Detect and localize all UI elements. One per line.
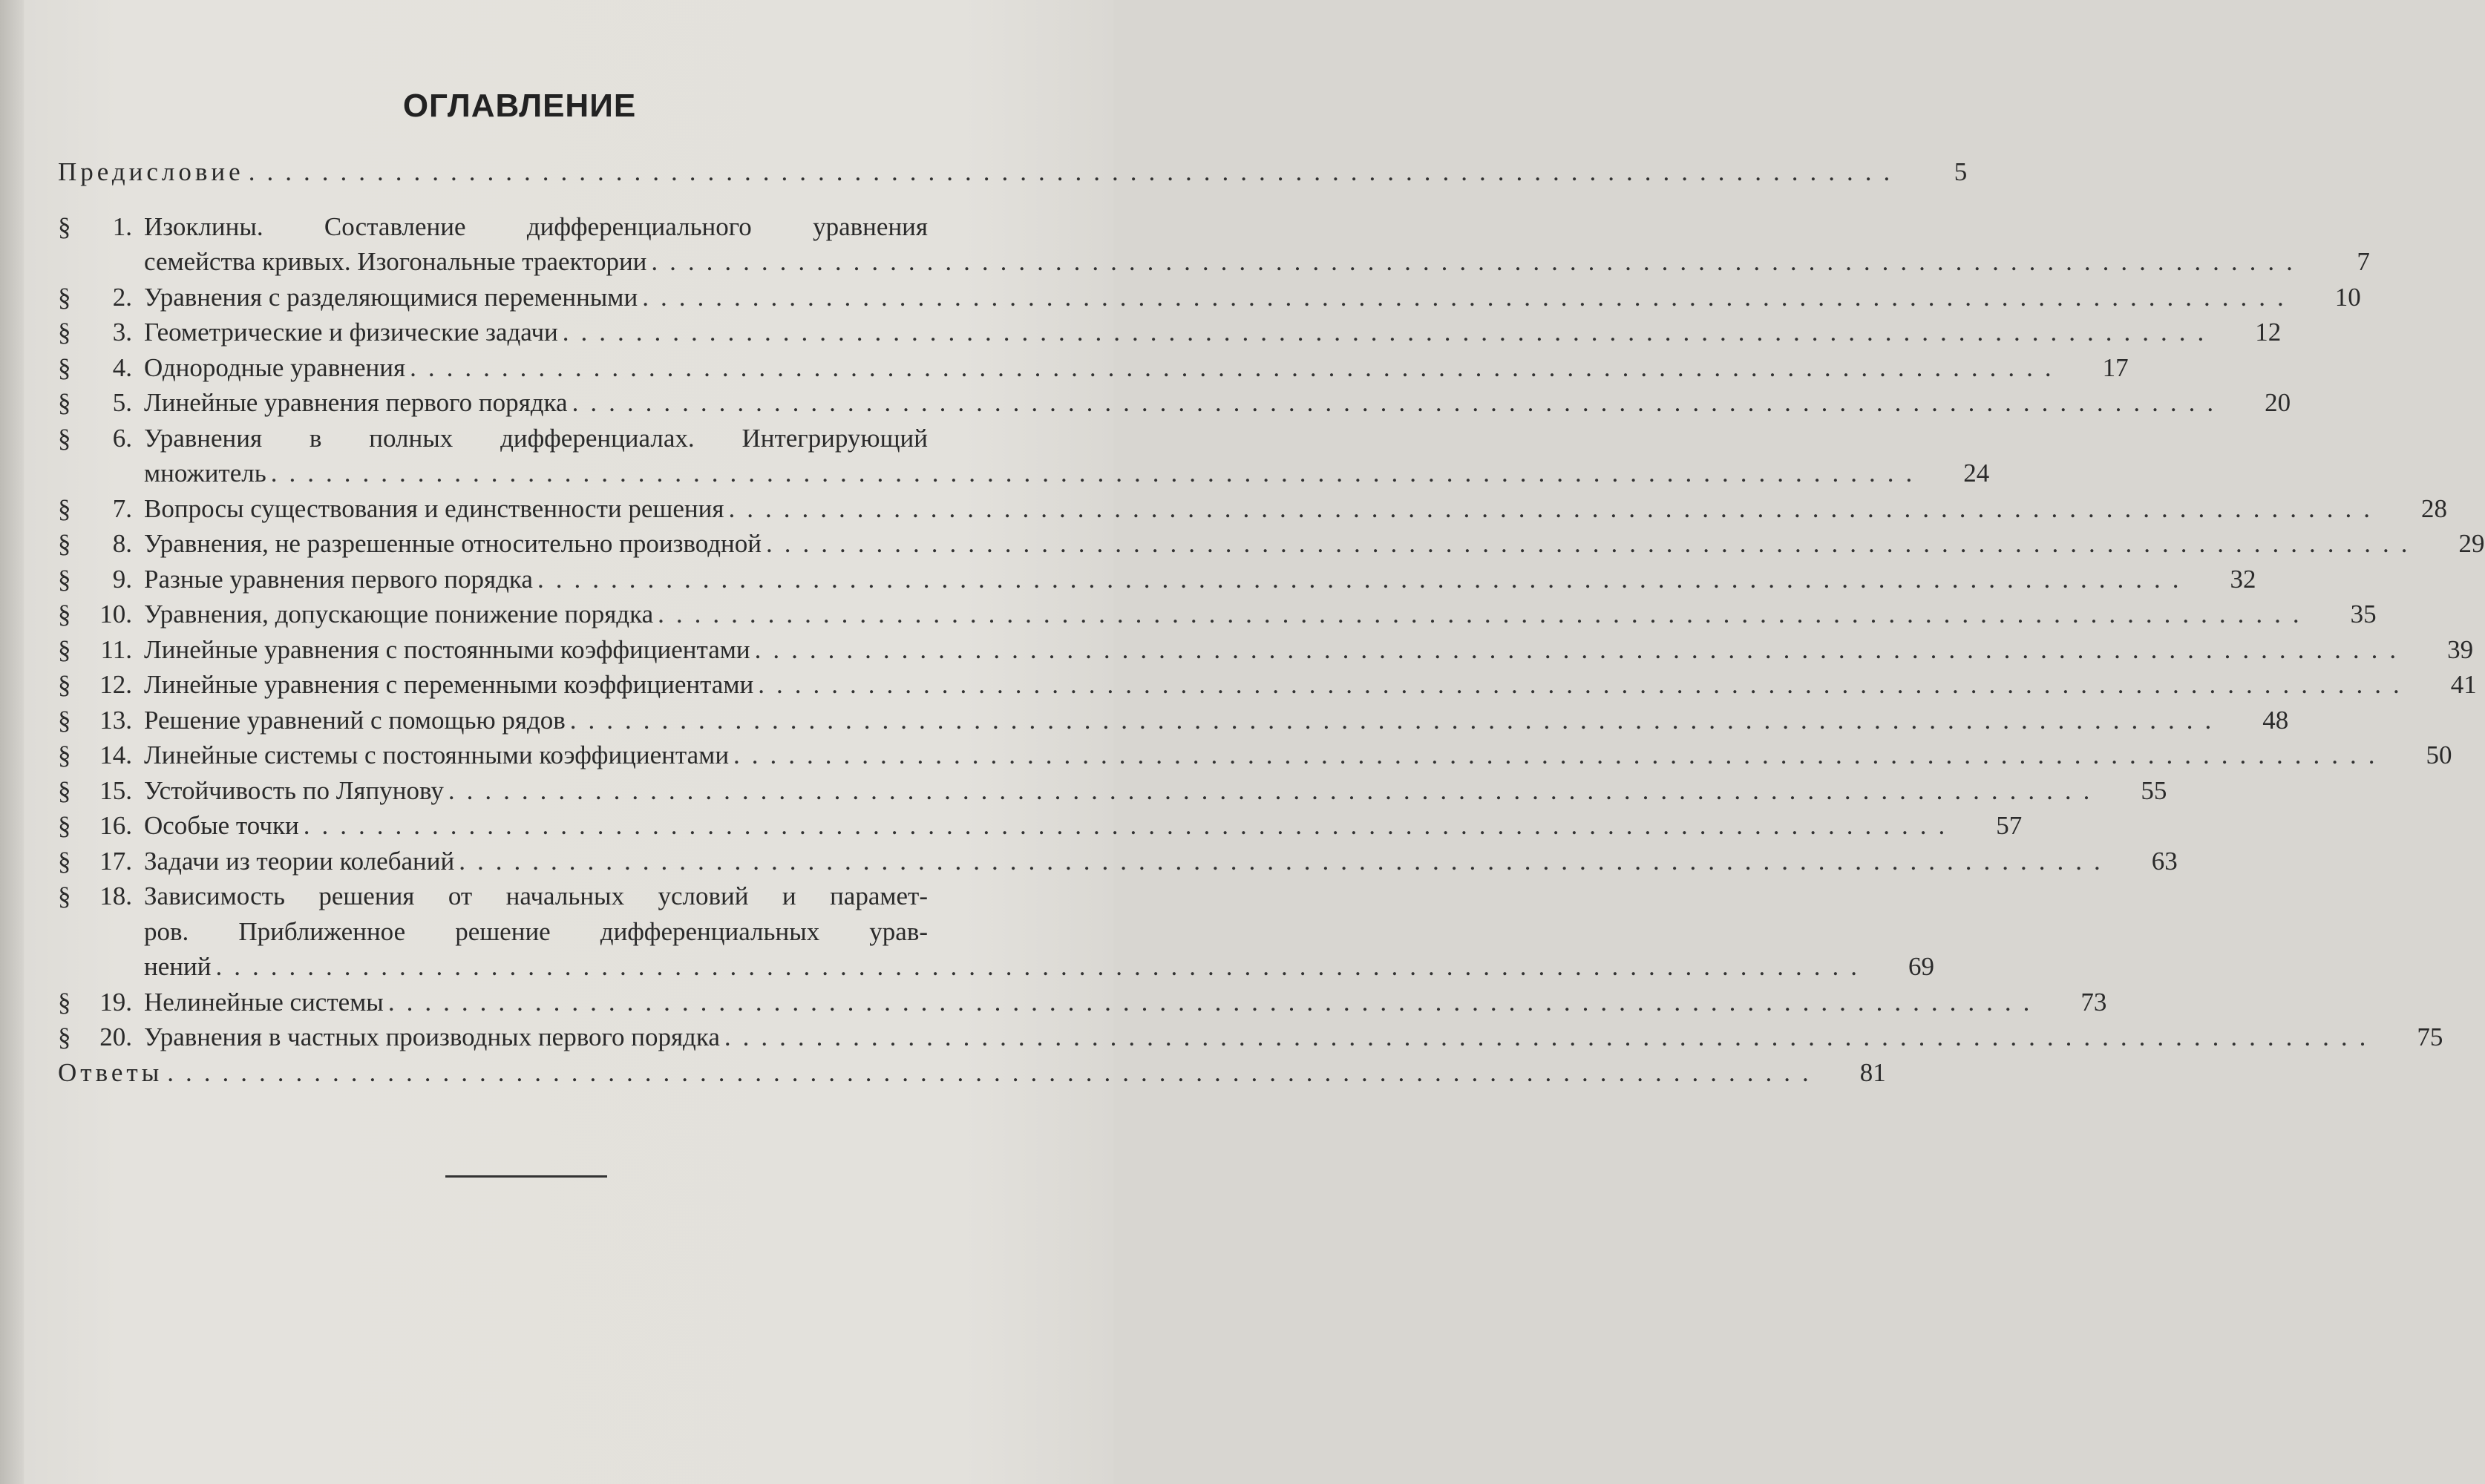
section-title-text: нений bbox=[144, 952, 212, 981]
section-index: 15. bbox=[99, 775, 132, 805]
dot-leader: .......................................................................................... bbox=[651, 247, 2305, 276]
section-index: 14. bbox=[99, 741, 132, 769]
toc-page-number: 55 bbox=[2141, 775, 2167, 805]
toc-entry-section[interactable] bbox=[58, 703, 2289, 738]
section-title-text: Задачи из теории колебаний bbox=[144, 846, 455, 876]
dot-leader: .......................................................................................... bbox=[766, 529, 2420, 558]
toc-entry-section[interactable] bbox=[58, 562, 2256, 597]
section-index: 3. bbox=[112, 318, 132, 347]
toc-page-number: 63 bbox=[2151, 846, 2178, 876]
dot-leader: .......................................................................................... bbox=[724, 1022, 2378, 1051]
toc-entry-label: Ответы bbox=[58, 1057, 163, 1087]
toc-entry-section[interactable] bbox=[58, 773, 2167, 809]
section-number bbox=[58, 985, 136, 1020]
section-title-last-line bbox=[144, 773, 2167, 809]
section-title-block bbox=[136, 879, 1934, 985]
section-number bbox=[58, 808, 136, 844]
dot-leader: .......................................................................................... bbox=[758, 670, 2412, 699]
section-title-block bbox=[136, 703, 2288, 738]
section-title-block bbox=[136, 280, 2361, 315]
section-symbol: § bbox=[58, 670, 71, 699]
dot-leader: .......................................................................................... bbox=[572, 388, 2226, 417]
section-symbol: § bbox=[58, 493, 71, 523]
toc-entry-section[interactable] bbox=[58, 985, 2107, 1020]
section-title-last-line bbox=[144, 667, 2477, 703]
section-index: 2. bbox=[112, 282, 132, 312]
toc-page-number: 12 bbox=[2255, 318, 2282, 347]
section-title-last-line bbox=[144, 491, 2447, 527]
section-index: 9. bbox=[112, 564, 132, 594]
section-symbol: § bbox=[58, 423, 71, 453]
dot-leader: .......................................................................................... bbox=[448, 775, 2102, 805]
dot-leader: .......................................................................................... bbox=[728, 493, 2382, 523]
section-index: 16. bbox=[99, 811, 132, 840]
section-title-block bbox=[136, 421, 1989, 491]
section-number bbox=[58, 385, 136, 421]
table-of-contents bbox=[58, 154, 2485, 1090]
section-number bbox=[58, 1020, 136, 1055]
section-title-last-line bbox=[144, 526, 2485, 562]
toc-entry-label: Предисловие bbox=[58, 157, 244, 186]
section-title-last-line bbox=[144, 315, 2281, 350]
toc-entry-section[interactable] bbox=[58, 738, 2452, 773]
section-index: 8. bbox=[112, 529, 132, 558]
section-title-last-line bbox=[144, 949, 1934, 985]
section-title-text: Линейные уравнения с переменными коэффициентами bbox=[144, 670, 754, 699]
section-number bbox=[58, 632, 136, 668]
section-title-block bbox=[136, 315, 2281, 350]
toc-page-number: 7 bbox=[2357, 247, 2370, 276]
section-title-line: ров. Приближенное решение дифференциальных урав- bbox=[144, 916, 928, 946]
section-title-last-line bbox=[144, 703, 2288, 738]
section-title-text: Линейные уравнения с постоянными коэффициентами bbox=[144, 634, 750, 664]
toc-page-number: 81 bbox=[1859, 1057, 1886, 1087]
dot-leader: .......................................................................................... bbox=[167, 1057, 1821, 1087]
section-title-text: Вопросы существования и единственности решения bbox=[144, 493, 724, 523]
section-title-text: Линейные системы с постоянными коэффициентами bbox=[144, 741, 730, 769]
dot-leader: .......................................................................................... bbox=[537, 564, 2191, 594]
section-title-last-line bbox=[144, 244, 2370, 280]
section-symbol: § bbox=[58, 211, 71, 241]
section-symbol: § bbox=[58, 564, 71, 594]
section-title-last-line bbox=[144, 738, 2452, 773]
section-title-block bbox=[136, 491, 2447, 527]
section-title-text: Линейные уравнения первого порядка bbox=[144, 388, 568, 417]
toc-page-number: 5 bbox=[1954, 157, 1968, 186]
section-index: 20. bbox=[99, 1022, 132, 1051]
dot-leader: .......................................................................................... bbox=[658, 600, 2311, 628]
section-title-block bbox=[136, 385, 2291, 421]
section-symbol: § bbox=[58, 846, 71, 876]
toc-page-number: 48 bbox=[2262, 705, 2289, 735]
section-title-last-line bbox=[144, 385, 2291, 421]
section-title-text: Особые точки bbox=[144, 811, 299, 840]
section-index: 5. bbox=[112, 388, 132, 417]
section-number bbox=[58, 597, 136, 632]
section-symbol: § bbox=[58, 318, 71, 347]
toc-page-number: 32 bbox=[2230, 564, 2256, 594]
toc-entry-section[interactable] bbox=[58, 526, 2485, 562]
section-index: 7. bbox=[112, 493, 132, 523]
toc-page-number: 57 bbox=[1996, 811, 2023, 840]
section-title-text: Уравнения, допускающие понижение порядка bbox=[144, 600, 654, 628]
toc-page-number: 39 bbox=[2447, 634, 2474, 664]
page-title: ОГЛАВЛЕНИЕ bbox=[402, 88, 637, 124]
toc-entry-section[interactable] bbox=[58, 315, 2282, 350]
section-symbol: § bbox=[58, 705, 71, 735]
toc-page-number: 75 bbox=[2417, 1022, 2443, 1051]
section-title-line: Зависимость решения от начальных условий и парамет- bbox=[144, 881, 928, 910]
section-title-block bbox=[136, 526, 2485, 562]
dot-leader: .......................................................................................... bbox=[270, 459, 1925, 487]
section-title-last-line bbox=[144, 985, 2106, 1020]
section-symbol: § bbox=[58, 282, 71, 312]
toc-page-number: 10 bbox=[2334, 282, 2361, 312]
section-title-text: Разные уравнения первого порядка bbox=[144, 564, 533, 594]
section-number bbox=[58, 562, 136, 597]
section-index: 4. bbox=[112, 352, 132, 382]
section-symbol: § bbox=[58, 741, 71, 769]
toc-entry-section[interactable] bbox=[58, 209, 2370, 280]
toc-entry-section[interactable] bbox=[58, 350, 2129, 386]
section-index: 6. bbox=[112, 423, 132, 453]
toc-page-number: 20 bbox=[2265, 388, 2291, 417]
dot-leader: .......................................................................................... bbox=[642, 282, 2296, 312]
section-index: 19. bbox=[99, 987, 132, 1017]
section-title-block bbox=[136, 1020, 2443, 1055]
dot-leader: .......................................................................................... bbox=[215, 952, 1869, 981]
toc-page-number: 24 bbox=[1963, 459, 1990, 487]
section-title-block bbox=[136, 667, 2477, 703]
dot-leader: .......................................................................................... bbox=[459, 846, 2112, 876]
page-edge-shadow bbox=[0, 0, 24, 1484]
section-title-text: Решение уравнений с помощью рядов bbox=[144, 705, 566, 735]
section-title-last-line bbox=[144, 350, 2129, 386]
section-symbol: § bbox=[58, 352, 71, 382]
toc-entry-section[interactable] bbox=[58, 632, 2474, 668]
section-title-block bbox=[136, 562, 2256, 597]
section-index: 17. bbox=[99, 846, 132, 876]
section-symbol: § bbox=[58, 811, 71, 840]
section-title-block bbox=[136, 209, 2370, 280]
toc-page-number: 69 bbox=[1908, 952, 1934, 981]
section-title-last-line bbox=[144, 562, 2256, 597]
section-title-text: Уравнения в частных производных первого порядка bbox=[144, 1022, 720, 1051]
dot-leader: .......................................................................................... bbox=[248, 157, 1902, 186]
section-title-block bbox=[136, 773, 2167, 809]
dot-leader: .......................................................................................... bbox=[562, 318, 2216, 347]
section-number bbox=[58, 667, 136, 703]
toc-entry-section[interactable] bbox=[58, 667, 2477, 703]
section-title-last-line bbox=[144, 597, 2377, 632]
section-index: 11. bbox=[100, 634, 132, 664]
section-title-text: семейства кривых. Изогональные траектории bbox=[144, 247, 647, 276]
section-title-last-line bbox=[144, 632, 2473, 668]
toc-entry-section[interactable] bbox=[58, 385, 2291, 421]
toc-page-number: 17 bbox=[2102, 352, 2129, 382]
section-index: 18. bbox=[99, 881, 132, 910]
section-title-text: множитель bbox=[144, 459, 266, 487]
toc-page-number: 41 bbox=[2450, 670, 2477, 699]
section-title-text: Уравнения с разделяющимися переменными bbox=[144, 282, 638, 312]
section-title-text: Однородные уравнения bbox=[144, 352, 406, 382]
toc-entry-section[interactable] bbox=[58, 280, 2361, 315]
section-title-block bbox=[136, 985, 2106, 1020]
section-number bbox=[58, 315, 136, 350]
section-number bbox=[58, 526, 136, 562]
toc-entry-section[interactable] bbox=[58, 1020, 2443, 1055]
section-number bbox=[58, 738, 136, 773]
section-symbol: § bbox=[58, 1022, 71, 1051]
section-title-last-line bbox=[144, 1020, 2443, 1055]
toc-page-number: 29 bbox=[2458, 529, 2485, 558]
section-number bbox=[58, 350, 136, 386]
section-symbol: § bbox=[58, 775, 71, 805]
toc-entry-section[interactable] bbox=[58, 879, 1934, 985]
section-number bbox=[58, 280, 136, 315]
section-symbol: § bbox=[58, 881, 71, 910]
section-symbol: § bbox=[58, 600, 71, 628]
section-title-last-line bbox=[144, 808, 2022, 844]
toc-entry-preface[interactable] bbox=[58, 154, 1968, 190]
section-title-text: Геометрические и физические задачи bbox=[144, 318, 558, 347]
section-index: 10. bbox=[99, 600, 132, 628]
section-symbol: § bbox=[58, 634, 71, 664]
section-title-block bbox=[136, 844, 2178, 879]
section-title-block bbox=[136, 738, 2452, 773]
dot-leader: .......................................................................................... bbox=[733, 741, 2387, 769]
section-title-text: Нелинейные системы bbox=[144, 987, 384, 1017]
section-number bbox=[58, 491, 136, 527]
dot-leader: .......................................................................................... bbox=[569, 705, 2224, 735]
section-title-line: Уравнения в полных дифференциалах. Интегрирующий bbox=[144, 423, 928, 453]
dot-leader: .......................................................................................... bbox=[387, 987, 2042, 1017]
toc-entry-section[interactable] bbox=[58, 844, 2178, 879]
dot-leader: .......................................................................................... bbox=[303, 811, 1957, 840]
section-number bbox=[58, 209, 136, 280]
section-title-last-line bbox=[144, 456, 1989, 491]
toc-entry-section[interactable] bbox=[58, 491, 2447, 527]
section-title-text: Устойчивость по Ляпунову bbox=[144, 775, 444, 805]
section-symbol: § bbox=[58, 529, 71, 558]
section-number bbox=[58, 773, 136, 809]
section-index: 12. bbox=[99, 670, 132, 699]
dot-leader: .......................................................................................... bbox=[754, 634, 2409, 664]
section-title-block bbox=[136, 350, 2129, 386]
toc-page-number: 73 bbox=[2080, 987, 2107, 1017]
section-title-last-line bbox=[144, 280, 2361, 315]
section-symbol: § bbox=[58, 388, 71, 417]
section-title-text: Уравнения, не разрешенные относительно производной bbox=[144, 529, 762, 558]
section-number bbox=[58, 703, 136, 738]
toc-entry-section[interactable] bbox=[58, 808, 2023, 844]
end-rule-divider bbox=[445, 1175, 607, 1178]
section-title-block bbox=[136, 808, 2022, 844]
section-number bbox=[58, 879, 136, 985]
toc-entry-section[interactable] bbox=[58, 597, 2377, 632]
section-title-last-line bbox=[144, 844, 2178, 879]
toc-entry-answers[interactable] bbox=[58, 1055, 1886, 1091]
section-number bbox=[58, 844, 136, 879]
section-index: 1. bbox=[112, 211, 132, 241]
section-symbol: § bbox=[58, 987, 71, 1017]
section-title-block bbox=[136, 632, 2473, 668]
section-title-line: Изоклины. Составление дифференциального уравнения bbox=[144, 211, 928, 241]
dot-leader: .......................................................................................... bbox=[410, 352, 2063, 382]
toc-page-number: 28 bbox=[2420, 493, 2447, 523]
section-index: 13. bbox=[99, 705, 132, 735]
toc-sections-list bbox=[58, 209, 2485, 1055]
section-title-block bbox=[136, 597, 2377, 632]
toc-page-number: 50 bbox=[2426, 741, 2452, 769]
section-number bbox=[58, 421, 136, 491]
toc-page-number: 35 bbox=[2350, 600, 2377, 628]
toc-entry-section[interactable] bbox=[58, 421, 1990, 491]
